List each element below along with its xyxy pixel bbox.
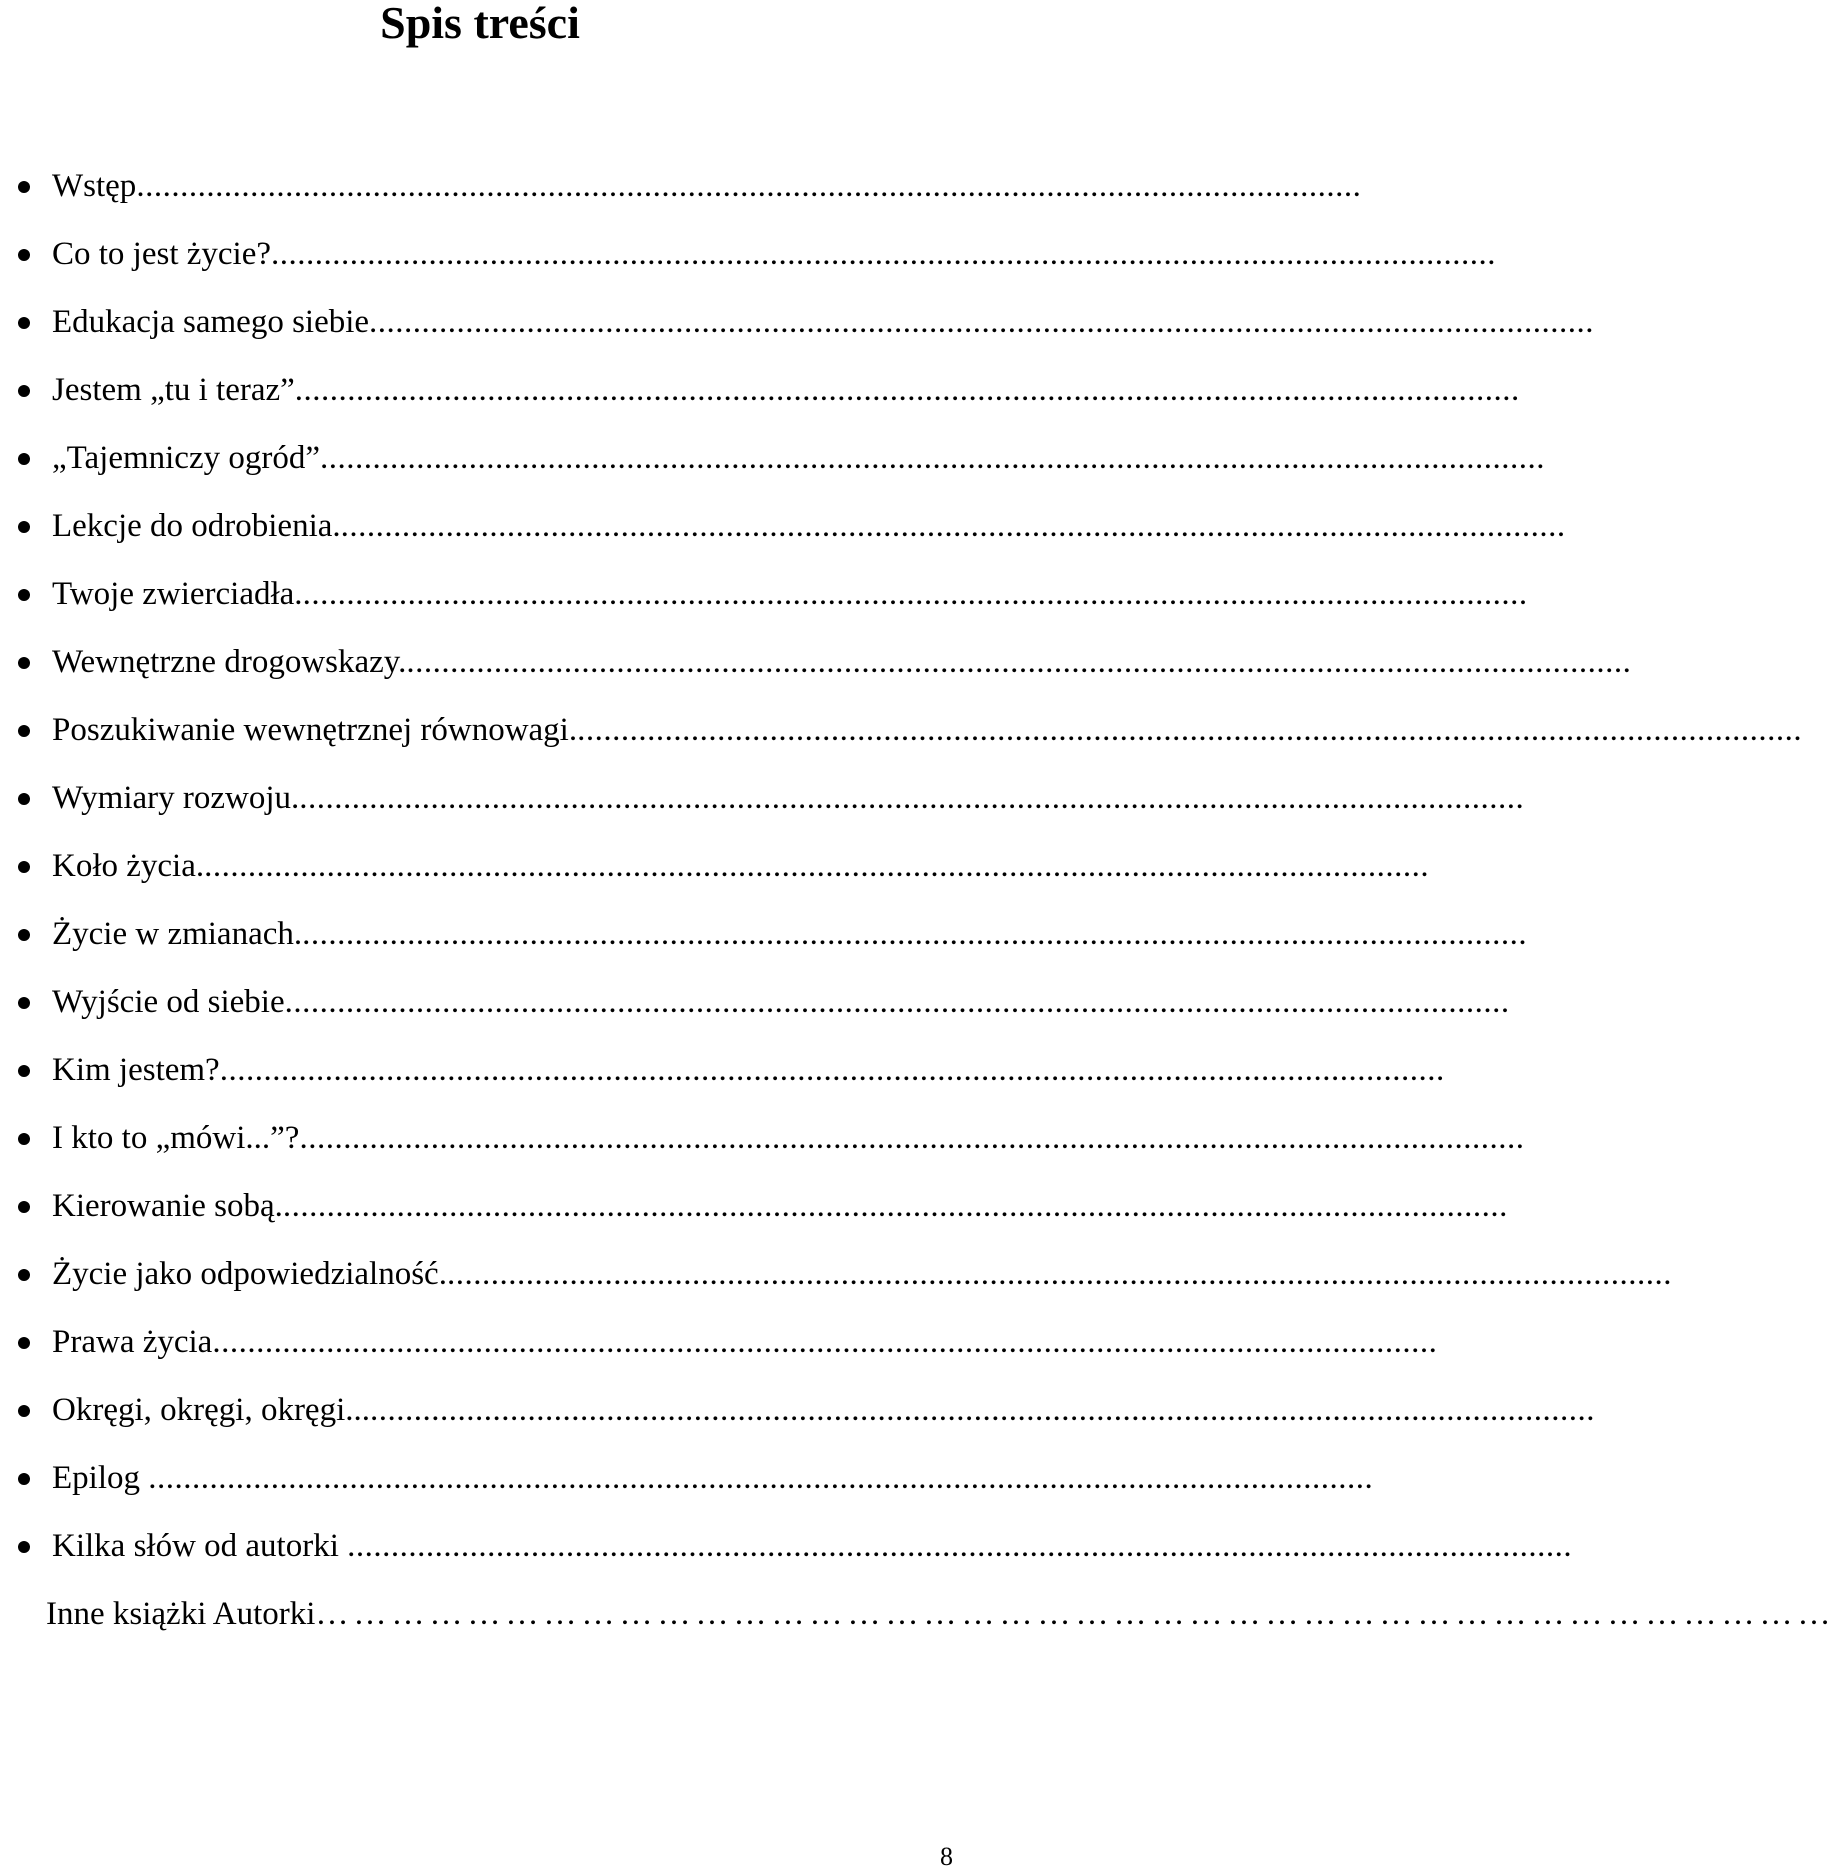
toc-leader-ellipsis: ………………………………………………………………………………………………………… bbox=[315, 1596, 1835, 1632]
bullet-icon bbox=[18, 1541, 30, 1553]
bullet-icon bbox=[18, 1201, 30, 1213]
toc-item-label: Życie w zmianach. bbox=[52, 916, 303, 952]
page-number: 8 bbox=[940, 1842, 953, 1871]
toc-item-label: Lekcje do odrobienia. bbox=[52, 508, 341, 544]
bullet-icon bbox=[18, 929, 30, 941]
toc-item bbox=[0, 696, 1803, 764]
toc-item bbox=[0, 1444, 1374, 1512]
toc-item-label: Życie jako odpowiedzialność. bbox=[52, 1256, 447, 1292]
toc-item-label: Kierowanie sobą. bbox=[52, 1188, 283, 1224]
bullet-icon bbox=[18, 249, 30, 261]
toc-item bbox=[0, 1104, 1525, 1172]
toc-item bbox=[0, 968, 1510, 1036]
bullet-icon bbox=[18, 181, 30, 193]
toc-leader-dots: ............................................................................................................................................ bbox=[204, 848, 1430, 884]
toc-leader-dots: ............................................................................................................................................ bbox=[271, 236, 1497, 272]
toc-leader-dots: ............................................................................................................................................ bbox=[446, 1256, 1672, 1292]
bullet-icon bbox=[18, 1065, 30, 1077]
bullet-icon bbox=[18, 657, 30, 669]
toc-item bbox=[0, 424, 1545, 492]
bullet-icon bbox=[18, 589, 30, 601]
toc-item-label: Wewnętrzne drogowskazy. bbox=[52, 644, 407, 680]
toc-item bbox=[0, 628, 1632, 696]
toc-item-no-bullet bbox=[0, 1580, 1835, 1648]
bullet-icon bbox=[18, 317, 30, 329]
bullet-icon bbox=[18, 861, 30, 873]
toc-item-label: Okręgi, okręgi, okręgi... bbox=[52, 1392, 370, 1428]
toc-item bbox=[0, 832, 1430, 900]
bullet-icon bbox=[18, 385, 30, 397]
toc-leader-dots: ............................................................................................................................................ bbox=[319, 440, 1545, 476]
bullet-icon bbox=[18, 725, 30, 737]
toc-item bbox=[0, 220, 1497, 288]
bullet-icon bbox=[18, 1269, 30, 1281]
toc-item bbox=[0, 1512, 1573, 1580]
toc-item-label: Wymiary rozwoju. bbox=[52, 780, 300, 816]
bullet-icon bbox=[18, 997, 30, 1009]
toc-item bbox=[0, 288, 1595, 356]
toc-item-label: Co to jest życie? bbox=[52, 236, 272, 272]
toc-leader-dots: ............................................................................................................................................ bbox=[302, 576, 1528, 612]
toc-leader-dots: ............................................................................................................................................ bbox=[347, 1528, 1573, 1564]
bullet-icon bbox=[18, 1337, 30, 1349]
toc-item bbox=[0, 1308, 1438, 1376]
toc-item-label: Poszukiwanie wewnętrznej równowagi. bbox=[52, 712, 578, 748]
toc-item-label: Wyjście od siebie bbox=[52, 984, 285, 1020]
toc-item bbox=[0, 492, 1566, 560]
bullet-icon bbox=[18, 521, 30, 533]
toc-leader-dots: ............................................................................................................................................ bbox=[369, 304, 1595, 340]
toc-leader-dots: ............................................................................................................................................ bbox=[148, 1460, 1374, 1496]
toc-item bbox=[0, 764, 1525, 832]
toc-leader-dots: ............................................................................................................................................ bbox=[282, 1188, 1508, 1224]
toc-item-label: Kilka słów od autorki bbox=[52, 1528, 348, 1564]
toc-leader-dots: ............................................................................................................................................ bbox=[302, 916, 1528, 952]
toc-leader-dots: ............................................................................................................................................ bbox=[212, 1324, 1438, 1360]
toc-leader-dots: ............................................................................................................................................ bbox=[219, 1052, 1445, 1088]
toc-item bbox=[0, 152, 1362, 220]
toc-item-label: Edukacja samego siebie bbox=[52, 304, 370, 340]
toc-leader-dots: ............................................................................................................................................ bbox=[340, 508, 1566, 544]
toc-item-label: Kim jestem? bbox=[52, 1052, 220, 1088]
toc-item-label: „Tajemniczy ogród” bbox=[52, 440, 320, 476]
bullet-icon bbox=[18, 793, 30, 805]
toc-leader-dots: ............................................................................................................................................ bbox=[136, 168, 1362, 204]
toc-item bbox=[0, 900, 1528, 968]
toc-item bbox=[0, 1240, 1672, 1308]
bullet-icon bbox=[18, 1473, 30, 1485]
bullet-icon bbox=[18, 1405, 30, 1417]
page-title: Spis treści bbox=[380, 0, 580, 48]
toc-item bbox=[0, 1172, 1508, 1240]
toc-leader-dots: ............................................................................................................................................ bbox=[299, 1120, 1525, 1156]
toc-item-label: Inne książki Autorki bbox=[46, 1596, 316, 1632]
toc-leader-dots: ............................................................................................................................................ bbox=[284, 984, 1510, 1020]
toc-leader-dots: ............................................................................................................................................ bbox=[299, 780, 1525, 816]
toc-item-label: Koło życia. bbox=[52, 848, 205, 884]
toc-item bbox=[0, 1036, 1445, 1104]
toc-item-label: Epilog bbox=[52, 1460, 149, 1496]
toc-leader-dots: ............................................................................................................................................ bbox=[577, 712, 1803, 748]
toc-leader-dots: ............................................................................................................................................ bbox=[294, 372, 1520, 408]
toc-item-label: Jestem „tu i teraz” bbox=[52, 372, 295, 408]
bullet-icon bbox=[18, 453, 30, 465]
bullet-icon bbox=[18, 1133, 30, 1145]
toc-item-label: Prawa życia bbox=[52, 1324, 213, 1360]
toc-item-label: Wstęp bbox=[52, 168, 137, 204]
toc-item bbox=[0, 1376, 1595, 1444]
toc-item-label: I kto to „mówi...”? bbox=[52, 1120, 300, 1156]
toc-leader-dots: ............................................................................................................................................ bbox=[370, 1392, 1595, 1428]
toc-item-label: Twoje zwierciadła. bbox=[52, 576, 303, 612]
toc-item bbox=[0, 560, 1528, 628]
toc-item bbox=[0, 356, 1520, 424]
toc-leader-dots: ............................................................................................................................................ bbox=[406, 644, 1632, 680]
